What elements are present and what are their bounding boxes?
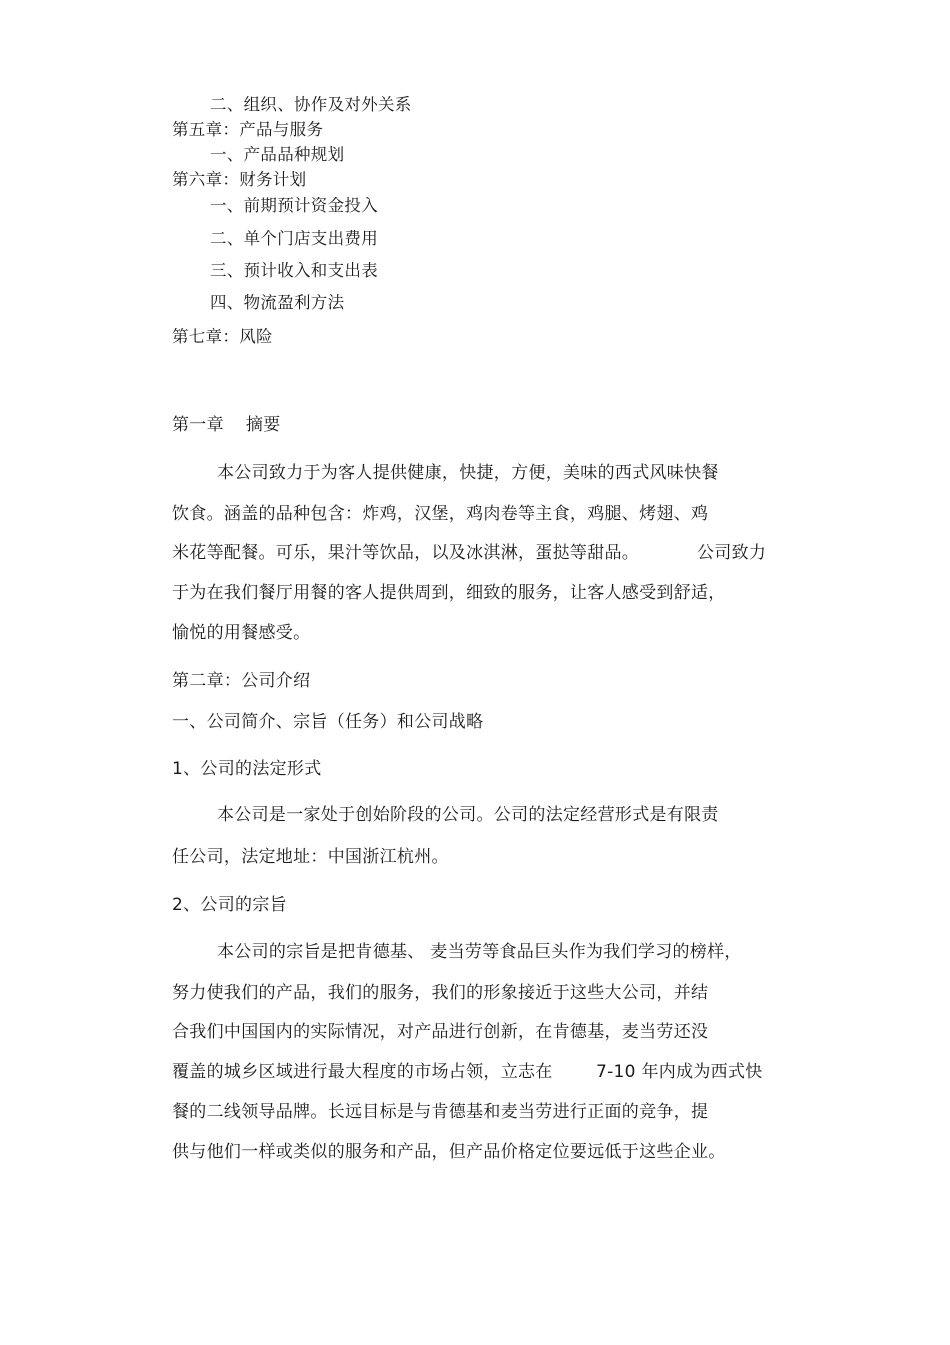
toc-chapter: 第五章：产品与服务 xyxy=(172,120,324,139)
toc-item: 二、单个门店支出费用 xyxy=(210,229,378,248)
toc-chapter: 第六章：财务计划 xyxy=(172,170,307,189)
toc-chapter: 第七章：风险 xyxy=(172,327,273,346)
chapter-title: 摘要 xyxy=(245,415,281,435)
subsection-heading: 2、公司的宗旨 xyxy=(172,895,287,915)
toc-item: 二、组织、协作及对外关系 xyxy=(210,95,412,114)
paragraph-line-tail: 7-10 年内成为西式快 xyxy=(596,1062,763,1082)
paragraph-line: 本公司是一家处于创始阶段的公司。公司的法定经营形式是有限责 xyxy=(217,805,719,825)
paragraph-line: 供与他们一样或类似的服务和产品，但产品价格定位要远低于这些企业。 xyxy=(172,1142,726,1162)
toc-item: 三、预计收入和支出表 xyxy=(210,261,378,280)
toc-item: 一、前期预计资金投入 xyxy=(210,196,378,215)
paragraph-line: 愉悦的用餐感受。 xyxy=(172,623,311,643)
section-heading: 一、公司简介、宗旨（任务）和公司战略 xyxy=(172,712,484,732)
paragraph-line: 本公司致力于为客人提供健康，快捷，方便，美味的西式风味快餐 xyxy=(217,463,719,483)
paragraph-line: 覆盖的城乡区域进行最大程度的市场占领，立志在 xyxy=(172,1062,553,1082)
chapter-heading xyxy=(172,414,281,436)
paragraph-line: 于为在我们餐厅用餐的客人提供周到，细致的服务，让客人感受到舒适， xyxy=(172,583,726,603)
paragraph-line: 合我们中国国内的实际情况，对产品进行创新，在肯德基，麦当劳还没 xyxy=(172,1022,709,1042)
chapter-heading: 第二章：公司介绍 xyxy=(172,671,311,691)
paragraph-line: 餐的二线领导品牌。长远目标是与肯德基和麦当劳进行正面的竞争，提 xyxy=(172,1102,709,1122)
paragraph-line: 本公司的宗旨是把肯德基、 麦当劳等食品巨头作为我们学习的榜样， xyxy=(217,942,742,962)
toc-item: 四、物流盈利方法 xyxy=(210,293,345,312)
paragraph-line: 米花等配餐。可乐，果汁等饮品，以及冰淇淋，蛋挞等甜品。 xyxy=(172,543,640,563)
subsection-heading: 1、公司的法定形式 xyxy=(172,759,322,779)
toc-item: 一、产品品种规划 xyxy=(210,145,345,164)
paragraph-line: 饮食。涵盖的品种包含：炸鸡，汉堡，鸡肉卷等主食，鸡腿、烤翅、鸡 xyxy=(172,504,709,524)
paragraph-line: 努力使我们的产品，我们的服务，我们的形象接近于这些大公司，并结 xyxy=(172,983,709,1003)
chapter-number: 第一章 xyxy=(172,415,224,435)
paragraph-line: 任公司，法定地址：中国浙江杭州。 xyxy=(172,847,449,867)
paragraph-line-tail: 公司致力 xyxy=(697,543,767,563)
